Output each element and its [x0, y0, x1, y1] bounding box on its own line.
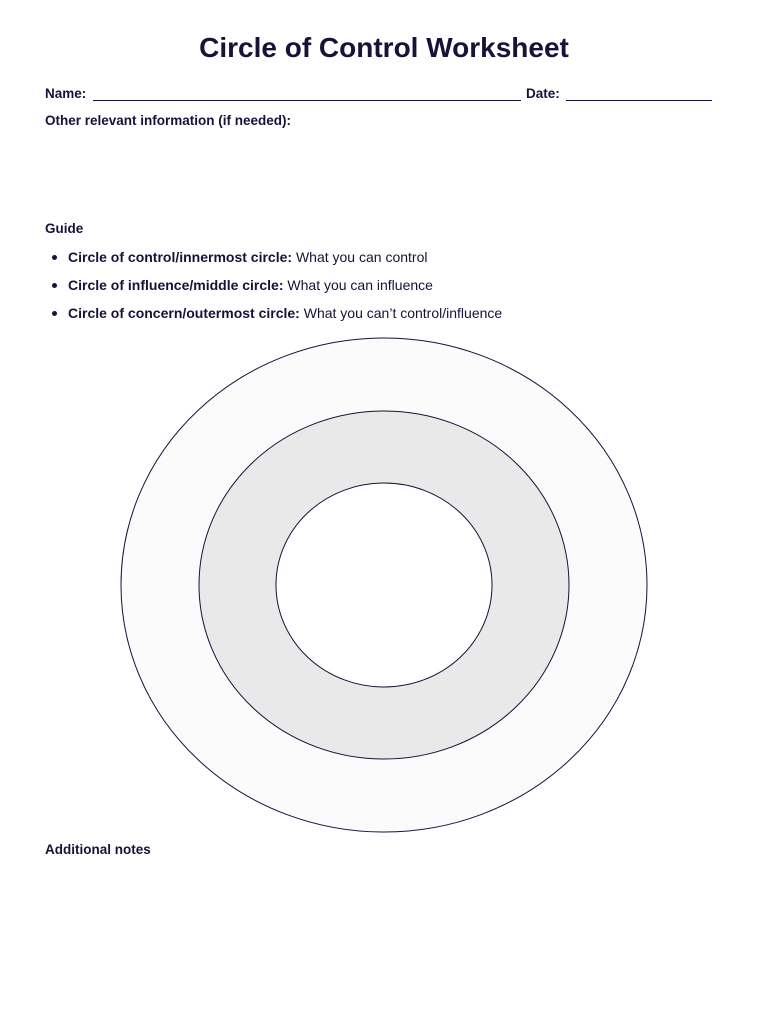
- additional-notes-label: Additional notes: [45, 842, 151, 857]
- bullet-icon: [52, 283, 57, 288]
- guide-list: [45, 248, 502, 332]
- circle-of-control-inner[interactable]: [276, 483, 492, 687]
- page-title: Circle of Control Worksheet: [199, 32, 569, 63]
- circle-of-control-diagram: [118, 336, 650, 836]
- date-field-line[interactable]: [566, 100, 712, 101]
- guide-term: Circle of concern/outermost circle:: [68, 305, 300, 321]
- guide-description: What you can influence: [283, 277, 433, 293]
- guide-item-concern: [45, 304, 502, 332]
- bullet-icon: [52, 255, 57, 260]
- guide-term: Circle of influence/middle circle:: [68, 277, 284, 293]
- guide-description: What you can’t control/influence: [299, 305, 503, 321]
- name-field-line[interactable]: [93, 100, 521, 101]
- guide-description: What you can control: [292, 249, 428, 265]
- date-label: Date:: [526, 86, 560, 101]
- name-date-row: [45, 86, 713, 106]
- guide-item-influence: [45, 276, 502, 304]
- name-label: Name:: [45, 86, 87, 101]
- guide-item-control: [45, 248, 502, 276]
- other-info-label: Other relevant information (if needed):: [45, 113, 292, 128]
- guide-heading: Guide: [45, 221, 84, 236]
- guide-term: Circle of control/innermost circle:: [68, 249, 293, 265]
- bullet-icon: [52, 311, 57, 316]
